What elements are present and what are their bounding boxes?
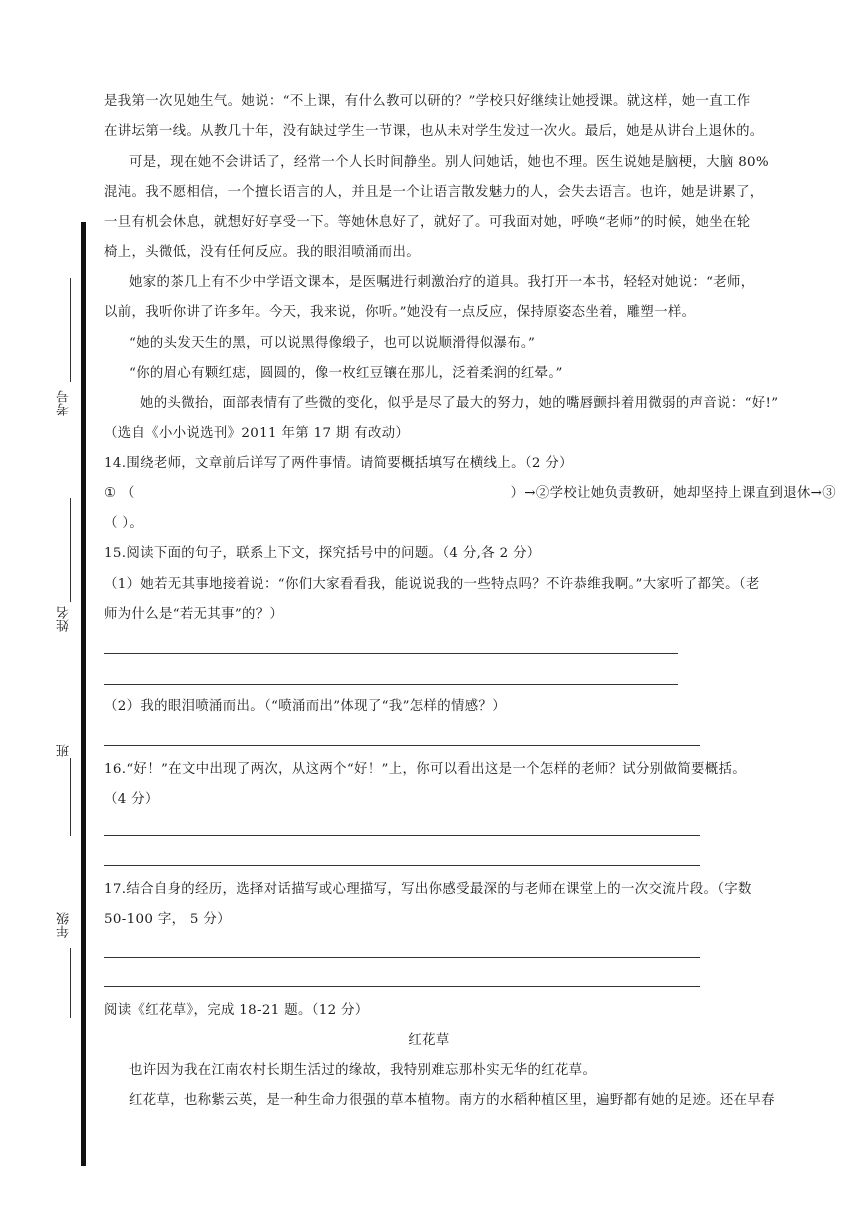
paragraph-line: 红花草，也称紫云英，是一种生命力很强的草本植物。南方的水稻种植区里，遍野都有她的足迹。还在早春 xyxy=(129,1093,775,1108)
question-15: 15.阅读下面的句子，联系上下文，探究括号中的问题。（4 分,各 2 分） xyxy=(104,546,541,561)
paragraph-line: 一旦有机会休息，就想好好享受一下。等她休息好了，就好了。可我面对她，呼唤“老师”的时候，她坐在轮 xyxy=(104,215,751,230)
reading-intro: 阅读《红花草》，完成 18-21 题。（12 分） xyxy=(104,1003,369,1018)
grade-label: 年级 xyxy=(57,912,72,938)
class-line xyxy=(70,758,71,836)
grade-line xyxy=(70,948,71,1018)
name-line xyxy=(70,498,71,602)
paragraph-line: “你的眉心有颗红痣，圆圆的，像一枚红豆镶在那儿，泛着柔润的红晕。” xyxy=(129,366,563,381)
question-17: 17.结合自身的经历，选择对话描写或心理描写，写出你感受最深的与老师在课堂上的一次交流片段。（字数 xyxy=(104,882,752,897)
question-14-fill-line-1 xyxy=(104,484,836,504)
answer-line[interactable] xyxy=(104,835,700,836)
answer-line[interactable] xyxy=(104,957,700,958)
paragraph-line: 是我第一次见她生气。她说：“不上课，有什么教可以研的？”学校只好继续让她授课。就这样，她一直工作 xyxy=(104,94,751,109)
question-14-fill-line-2: （ ）。 xyxy=(104,516,144,531)
question-15-2: （2）我的眼泪喷涌而出。（“喷涌而出”体现了“我”怎样的情感？） xyxy=(104,699,506,714)
name-label: 姓名 xyxy=(57,606,72,632)
question-15-1: （1）她若无其事地接着说：“你们大家看看我，能说说我的一些特点吗？不许恭维我啊。”大家听了都笑。（老 xyxy=(104,577,760,592)
paragraph-line: 椅上，头微低，没有任何反应。我的眼泪喷涌而出。 xyxy=(104,245,421,260)
question-15-1-cont: 师为什么是“若无其事”的？） xyxy=(104,607,284,622)
question-16-score: （4 分） xyxy=(104,792,159,807)
answer-line[interactable] xyxy=(104,653,678,654)
question-14: 14.围绕老师，文章前后详写了两件事情。请简要概括填写在横线上。（2 分） xyxy=(104,456,573,471)
paragraph-line: 混沌。我不愿相信，一个擅长语言的人，并且是一个让语言散发魅力的人，会失去语言。也许，她是讲累了， xyxy=(104,185,764,200)
answer-line[interactable] xyxy=(104,745,700,746)
source-citation: （选自《小小说选刊》2011 年第 17 期 有改动） xyxy=(104,426,410,441)
question-16: 16.“好！”在文中出现了两次，从这两个“好！”上，你可以看出这是一个怎样的老师？试分别做简要概括。 xyxy=(104,762,746,777)
q14-fill-text: ）→②学校让她负责教研，她却坚持上课直到退休→③ xyxy=(510,486,836,501)
paragraph-line: 可是，现在她不会讲话了，经常一个人长时间静坐。别人问她话，她也不理。医生说她是脑梗，大脑 80% xyxy=(129,155,770,170)
paragraph-line: “她的头发天生的黑，可以说黑得像缎子，也可以说顺滑得似瀑布。” xyxy=(129,336,536,351)
paragraph-line: 在讲坛第一线。从教几十年，没有缺过学生一节课，也从未对学生发过一次火。最后，她是从讲台上退休的。 xyxy=(104,124,764,139)
answer-line[interactable] xyxy=(104,986,700,987)
exam-no-line xyxy=(70,278,71,382)
paragraph-line: 也许因为我在江南农村长期生活过的缘故，我特别难忘那朴实无华的红花草。 xyxy=(129,1063,597,1078)
answer-line[interactable] xyxy=(104,865,700,866)
paragraph-line: 她家的茶几上有不少中学语文课本，是医嘱进行刺激治疗的道具。我打开一本书，轻轻对她说：“老师， xyxy=(129,275,755,290)
answer-line[interactable] xyxy=(104,684,678,685)
class-label: 班 xyxy=(57,744,72,757)
article-title: 红花草 xyxy=(408,1033,450,1048)
question-17-score: 50-100 字， 5 分） xyxy=(104,912,231,927)
exam-no-label: 考号 xyxy=(57,390,72,416)
binding-margin-bar xyxy=(81,222,86,1166)
q14-blank-1-start: ① （ xyxy=(104,486,135,501)
paragraph-line: 以前，我听你讲了许多年。今天，我来说，你听。”她没有一点反应，保持原姿态坐着，雕塑一样。 xyxy=(104,305,696,320)
paragraph-line: 她的头微抬，面部表情有了些微的变化，似乎是尽了最大的努力，她的嘴唇颤抖着用微弱的声音说：“好!” xyxy=(140,396,779,411)
